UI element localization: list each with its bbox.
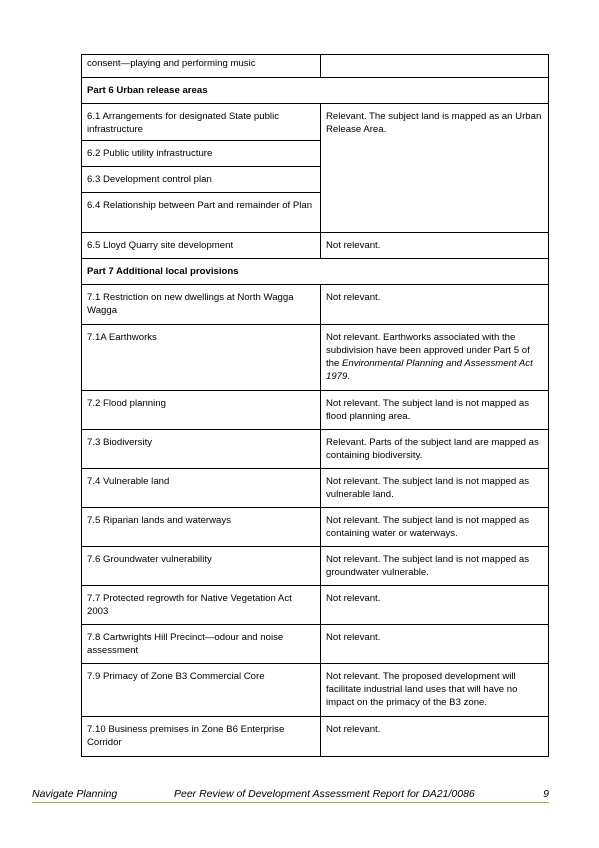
table-cell: Not relevant. The subject land is not mapped as vulnerable land. [321,469,549,508]
table-row [82,664,549,717]
planning-provisions-table [81,54,549,757]
table-row [82,508,549,547]
section-row [82,78,549,104]
table-cell: Not relevant. The proposed development will facilitate industrial land uses that will have no impact on the primacy of the B3 zone. [321,664,549,717]
table-cell: 7.7 Protected regrowth for Native Vegetation Act 2003 [82,586,321,625]
table-row [82,391,549,430]
table-row [82,625,549,664]
table-cell: 6.3 Development control plan [82,167,321,193]
table-cell: Not relevant. [321,233,549,259]
table-row [82,469,549,508]
table-cell: Not relevant. [321,586,549,625]
table-cell: 6.4 Relationship between Part and remainder of Plan [82,193,321,233]
table-cell: 6.2 Public utility infrastructure [82,141,321,167]
table-cell: 7.5 Riparian lands and waterways [82,508,321,547]
table-row [82,285,549,325]
table-row [82,547,549,586]
table-cell [321,55,549,78]
table-cell: 7.9 Primacy of Zone B3 Commercial Core [82,664,321,717]
table-cell: Not relevant. The subject land is not mapped as containing water or waterways. [321,508,549,547]
footer-author: Navigate Planning [32,788,118,800]
table-row [82,233,549,259]
status-text: Not relevant. Earthworks associated with the subdivision have been approved under Part 5 of the [326,332,530,369]
table-cell: Not relevant. [321,285,549,325]
table-cell: 7.3 Biodiversity [82,430,321,469]
table-row [82,717,549,757]
table-cell: 7.2 Flood planning [82,391,321,430]
table-cell: Not relevant. [321,717,549,757]
section-heading: Part 7 Additional local provisions [82,259,549,285]
table-cell [321,325,549,391]
table-cell: consent—playing and performing music [82,55,321,78]
table-cell: Not relevant. [321,625,549,664]
table-cell: 7.1A Earthworks [82,325,321,391]
section-row [82,259,549,285]
table-row [82,325,549,391]
table-cell: Not relevant. The subject land is not mapped as groundwater vulnerable. [321,547,549,586]
table-row [82,55,549,78]
table-row [82,586,549,625]
table-cell: 7.10 Business premises in Zone B6 Enterprise Corridor [82,717,321,757]
table-cell: Relevant. Parts of the subject land are mapped as containing biodiversity. [321,430,549,469]
table-cell: 6.5 Lloyd Quarry site development [82,233,321,259]
section-heading: Part 6 Urban release areas [82,78,549,104]
act-title: Environmental Planning and Assessment Act 1979 [326,358,533,382]
table-row [82,104,549,141]
page-footer [32,784,549,803]
page-number: 9 [543,788,549,800]
table-cell: 7.4 Vulnerable land [82,469,321,508]
table-cell: 7.6 Groundwater vulnerability [82,547,321,586]
status-text-end: . [347,371,351,382]
table-cell: Not relevant. The subject land is not mapped as flood planning area. [321,391,549,430]
table-row [82,430,549,469]
table-cell: 7.8 Cartwrights Hill Precinct—odour and noise assessment [82,625,321,664]
table-cell: 6.1 Arrangements for designated State public infrastructure [82,104,321,141]
footer-document-title: Peer Review of Development Assessment Report for DA21/0086 [174,788,475,800]
table-cell: Relevant. The subject land is mapped as an Urban Release Area. [321,104,549,233]
table-cell: 7.1 Restriction on new dwellings at North Wagga Wagga [82,285,321,325]
